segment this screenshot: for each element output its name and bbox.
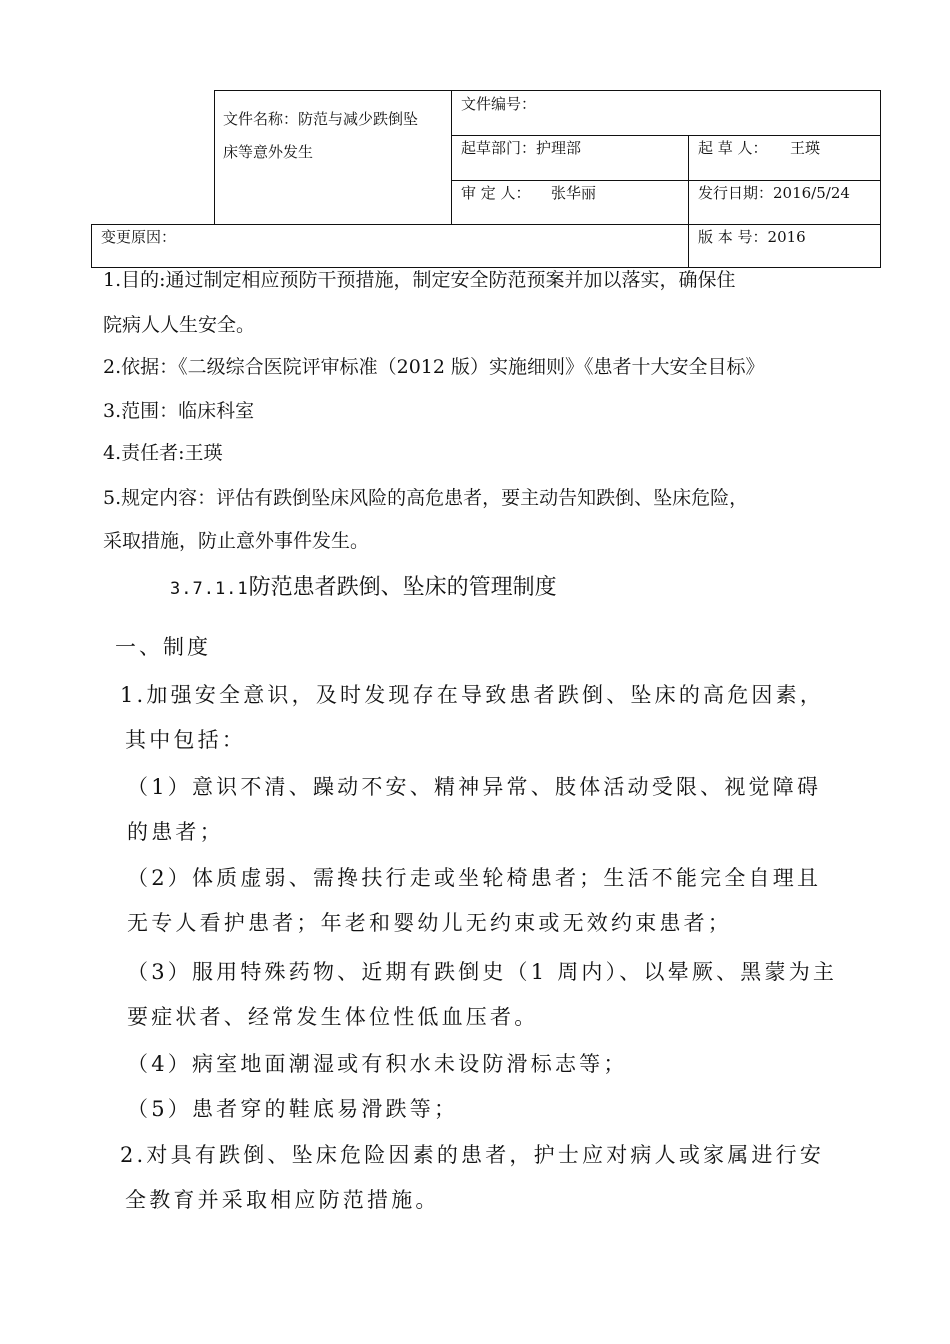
- basis-line: 2.依据：《二级综合医院评审标准（2012 版）实施细则》《患者十大安全目标》: [103, 356, 765, 378]
- scope-line: 3.范围：临床科室: [103, 400, 255, 422]
- table-divider-h1: [451, 135, 881, 136]
- table-divider-h2: [451, 180, 881, 181]
- document-header-table: [91, 90, 881, 268]
- table-border-left-lower: [91, 224, 92, 268]
- file-number: 文件编号：: [461, 95, 537, 113]
- drafter-value: 王瑛: [790, 139, 821, 157]
- rule1-line1: 1.加强安全意识，及时发现存在导致患者跌倒、坠床的高危因素，: [120, 683, 825, 707]
- drafter-label: 起 草 人：: [698, 139, 768, 157]
- responsible-line: 4.责任者:王瑛: [103, 442, 223, 464]
- section-title-text: 防范患者跌倒、坠床的管理制度: [248, 575, 557, 600]
- change-reason: 变更原因：: [101, 228, 177, 246]
- draft-department: 起草部门：护理部: [461, 139, 582, 157]
- item3-line1: （3）服用特殊药物、近期有跌倒史（1 周内）、以晕厥、黑蒙为主: [127, 960, 838, 984]
- file-name-line1: 文件名称：防范与减少跌倒坠: [223, 110, 419, 128]
- table-divider-v2: [688, 135, 689, 268]
- table-border-mid: [91, 224, 881, 225]
- item4-line: （4）病室地面潮湿或有积水未设防滑标志等；: [127, 1052, 628, 1076]
- table-border-left-upper: [214, 90, 215, 224]
- table-border-right: [880, 90, 881, 268]
- table-divider-v1: [451, 90, 452, 225]
- section-title: [170, 570, 557, 601]
- file-name-line2: 床等意外发生: [223, 143, 314, 161]
- content-line2: 采取措施，防止意外事件发生。: [103, 530, 370, 552]
- rule1-line2: 其中包括：: [125, 728, 246, 752]
- purpose-line2: 院病人人生安全。: [103, 314, 256, 336]
- issue-date: 发行日期：2016/5/24: [698, 184, 850, 202]
- reviewer-value: 张华丽: [551, 184, 597, 202]
- item5-line: （5）患者穿的鞋底易滑跌等；: [127, 1097, 459, 1121]
- subheading-system: 一、制度: [115, 635, 211, 659]
- item1-line1: （1）意识不清、躁动不安、精神异常、肢体活动受限、视觉障碍: [127, 775, 822, 799]
- item1-line2: 的患者；: [127, 820, 224, 844]
- rule2-line1: 2.对具有跌倒、坠床危险因素的患者，护士应对病人或家属进行安: [120, 1143, 825, 1167]
- item2-line1: （2）体质虚弱、需搀扶行走或坐轮椅患者；生活不能完全自理且: [127, 866, 822, 890]
- section-number: 3.7.1.1: [170, 579, 249, 599]
- reviewer-label: 审 定 人：: [461, 184, 531, 202]
- purpose-line1: 1.目的:通过制定相应预防干预措施，制定安全防范预案并加以落实，确保住: [103, 269, 736, 291]
- rule2-line2: 全教育并采取相应防范措施。: [125, 1188, 440, 1212]
- item2-line2: 无专人看护患者；年老和婴幼儿无约束或无效约束患者；: [127, 911, 732, 935]
- item3-line2: 要症状者、经常发生体位性低血压者。: [127, 1005, 539, 1029]
- content-line1: 5.规定内容：评估有跌倒坠床风险的高危患者，要主动告知跌倒、坠床危险，: [103, 487, 749, 509]
- version-number: 版 本 号：2016: [698, 228, 806, 246]
- table-border-top: [214, 90, 881, 91]
